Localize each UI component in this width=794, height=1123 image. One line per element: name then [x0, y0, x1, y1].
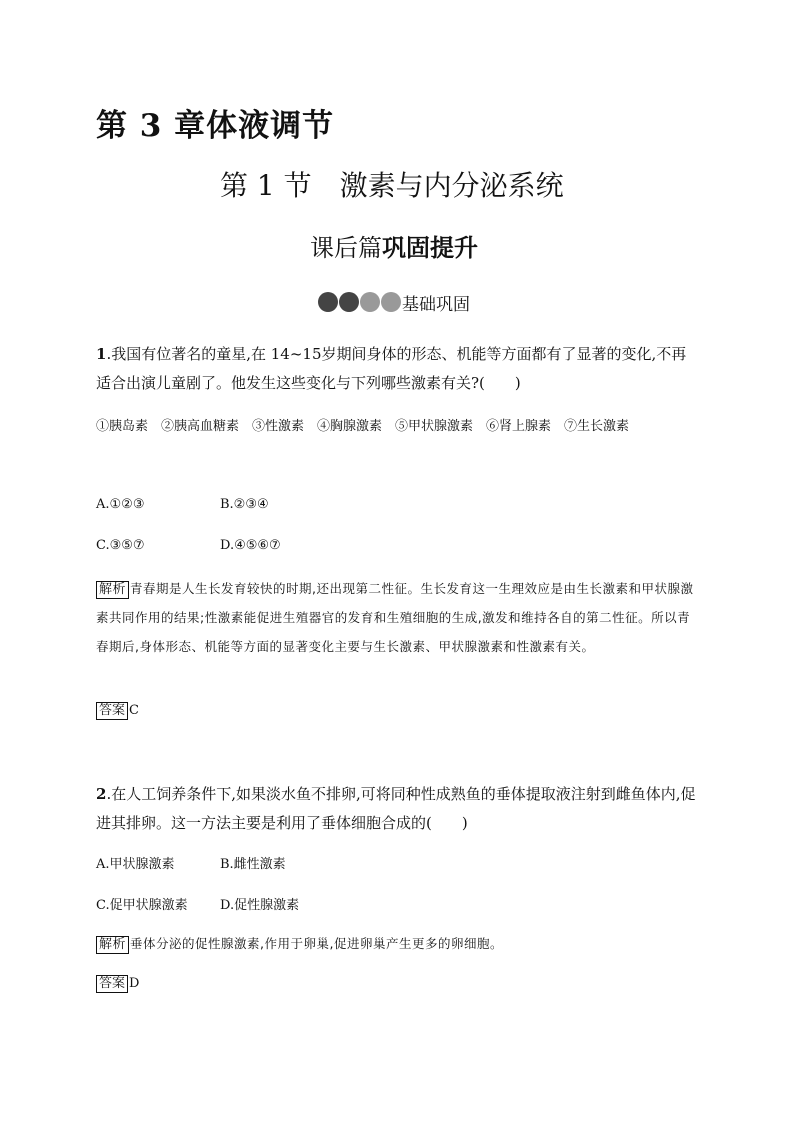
level-dot-1 [318, 292, 338, 312]
question-1-explanation [96, 574, 696, 661]
choice-c: C.促甲状腺激素 [96, 898, 188, 913]
explanation-text: 青春期是人生长发育较快的时期,还出现第二性征。生长发育这一生理效应是由生长激素和甲状腺激素共同作用的结果;性激素能促进生殖器官的发育和生殖细胞的生成,激发和维持各自的第二性征。所以青春期后,身体形态、机能等方面的显著变化主要与生长激素、甲状腺激素和性激素有关。 [96, 581, 694, 654]
explanation-text: 垂体分泌的促性腺激素,作用于卵巢,促进卵巢产生更多的卵细胞。 [130, 936, 503, 951]
question-2-text: .在人工饲养条件下,如果淡水鱼不排卵,可将同种性成熟鱼的垂体提取液注射到雌鱼体内,促进其排卵。这一方法主要是利用了垂体细胞合成的( ) [96, 785, 696, 832]
level-dot-4 [381, 292, 401, 312]
question-1-answer [96, 702, 139, 720]
question-2-number: 2 [96, 785, 107, 803]
subtitle-bold: 巩固提升 [382, 234, 478, 262]
choice-a: A.①②③ [96, 497, 145, 512]
question-1-text: .我国有位著名的童星,在 14~15岁期间身体的形态、机能等方面都有了显著的变化,不再适合出演儿童剧了。他发生这些变化与下列哪些激素有关?( ) [96, 345, 687, 392]
section-title: 第 1 节 激素与内分泌系统 [220, 169, 564, 202]
level-label: 基础巩固 [402, 294, 470, 315]
question-1-items: ①胰岛素 ②胰高血糖素 ③性激素 ④胸腺激素 ⑤甲状腺激素 ⑥肾上腺素 ⑦生长激素 [96, 419, 630, 434]
choice-b: B.②③④ [220, 497, 269, 512]
subtitle-plain: 课后篇 [310, 234, 382, 262]
choice-d: D.促性腺激素 [220, 898, 300, 913]
choice-b: B.雌性激素 [220, 857, 286, 872]
explanation-tag: 解析 [96, 936, 129, 954]
choice-c: C.③⑤⑦ [96, 538, 145, 553]
question-1-number: 1 [96, 345, 107, 363]
question-2-stem [96, 780, 696, 838]
level-dot-2 [339, 292, 359, 312]
difficulty-level [318, 290, 470, 314]
chapter-title: 第 3 章体液调节 [96, 108, 335, 144]
question-1-stem [96, 340, 696, 398]
answer-value: D [129, 976, 140, 991]
level-dot-3 [360, 292, 380, 312]
explanation-tag: 解析 [96, 581, 129, 599]
choice-a: A.甲状腺激素 [96, 857, 175, 872]
answer-tag: 答案 [96, 702, 128, 720]
answer-tag: 答案 [96, 975, 128, 993]
question-2-explanation [96, 929, 696, 958]
question-2-answer [96, 975, 139, 993]
subtitle [310, 228, 478, 263]
answer-value: C [129, 703, 139, 718]
choice-d: D.④⑤⑥⑦ [220, 538, 281, 553]
